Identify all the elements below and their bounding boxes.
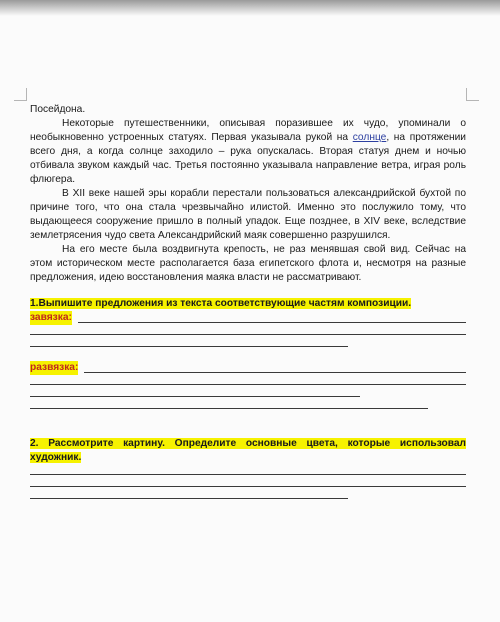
scan-shadow [0,0,500,16]
answer-line-task2-1[interactable] [30,474,466,475]
paragraph-3: На его месте была воздвигнута крепость, не раз менявшая свой вид. Сейчас на этом историческом месте располагается база египетского флота и, несмотря на разные предложения, идею восстановления маяка власти не рассматривают. [30,244,466,283]
paragraph-1-part-b: , на протяжении всего дня, а когда солнце заходило – рука опускалась. Вторая статуя днем и ночью отбивала звуком каждый час. Третья постоянно указывала направление ветра, играя роль флюгера. [30,132,466,185]
answer-row [30,375,466,387]
sun-link[interactable]: солнце [352,132,387,143]
answer-line-task2-2[interactable] [30,486,466,487]
answer-line-resolution-1[interactable] [84,372,466,373]
answer-line-resolution-4[interactable] [30,408,428,409]
paragraph-2: В XII веке нашей эры корабли перестали пользоваться александрийской бухтой по причине того, что она стала чрезвычайно илистой. Именно это послужило тому, что выдающееся сооружение пришло в полный упадок. Еще позднее, в XIV веке, вследствие землетрясения чудо света Александрийский маяк совершенно разрушился. [30,188,466,241]
answer-line-setup-2[interactable] [30,334,466,335]
answer-row [30,465,466,477]
answer-line-resolution-3[interactable] [30,396,360,397]
margin-corner-mark-left [14,88,27,101]
task-1-title [30,297,466,311]
task-2-title [30,437,466,465]
label-resolution: развязка: [30,362,79,373]
answer-row [30,349,466,361]
label-setup: завязка: [30,312,72,323]
task-2 [30,437,466,501]
paragraph-1 [30,117,466,187]
answer-line-resolution-2[interactable] [30,384,466,385]
answer-row [30,477,466,489]
paragraph-1-part-a: Некоторые путешественники, описывая поразившее их чудо, упоминали о необыкновенно устроенных статуях. Первая указывала рукой на [30,118,466,143]
answer-row-setup [30,311,466,325]
answer-line-task2-3[interactable] [30,498,348,499]
answer-row-resolution [30,361,466,375]
task-2-title-text: 2. Рассмотрите картину. Определите основные цвета, которые использовал художник. [30,438,466,463]
text-body [30,103,466,501]
answer-row [30,337,466,349]
answer-row [30,325,466,337]
answer-line-setup-1[interactable] [78,322,466,323]
answer-line-setup-3[interactable] [30,346,348,347]
answer-row [30,387,466,399]
task-1-title-text: 1.Выпишите предложения из текста соответствующие частям композиции. [30,298,412,309]
answer-row [30,489,466,501]
paragraph-0: Посейдона. [30,104,86,115]
answer-row [30,399,466,411]
task-1 [30,297,466,411]
margin-corner-mark-right [466,88,479,101]
